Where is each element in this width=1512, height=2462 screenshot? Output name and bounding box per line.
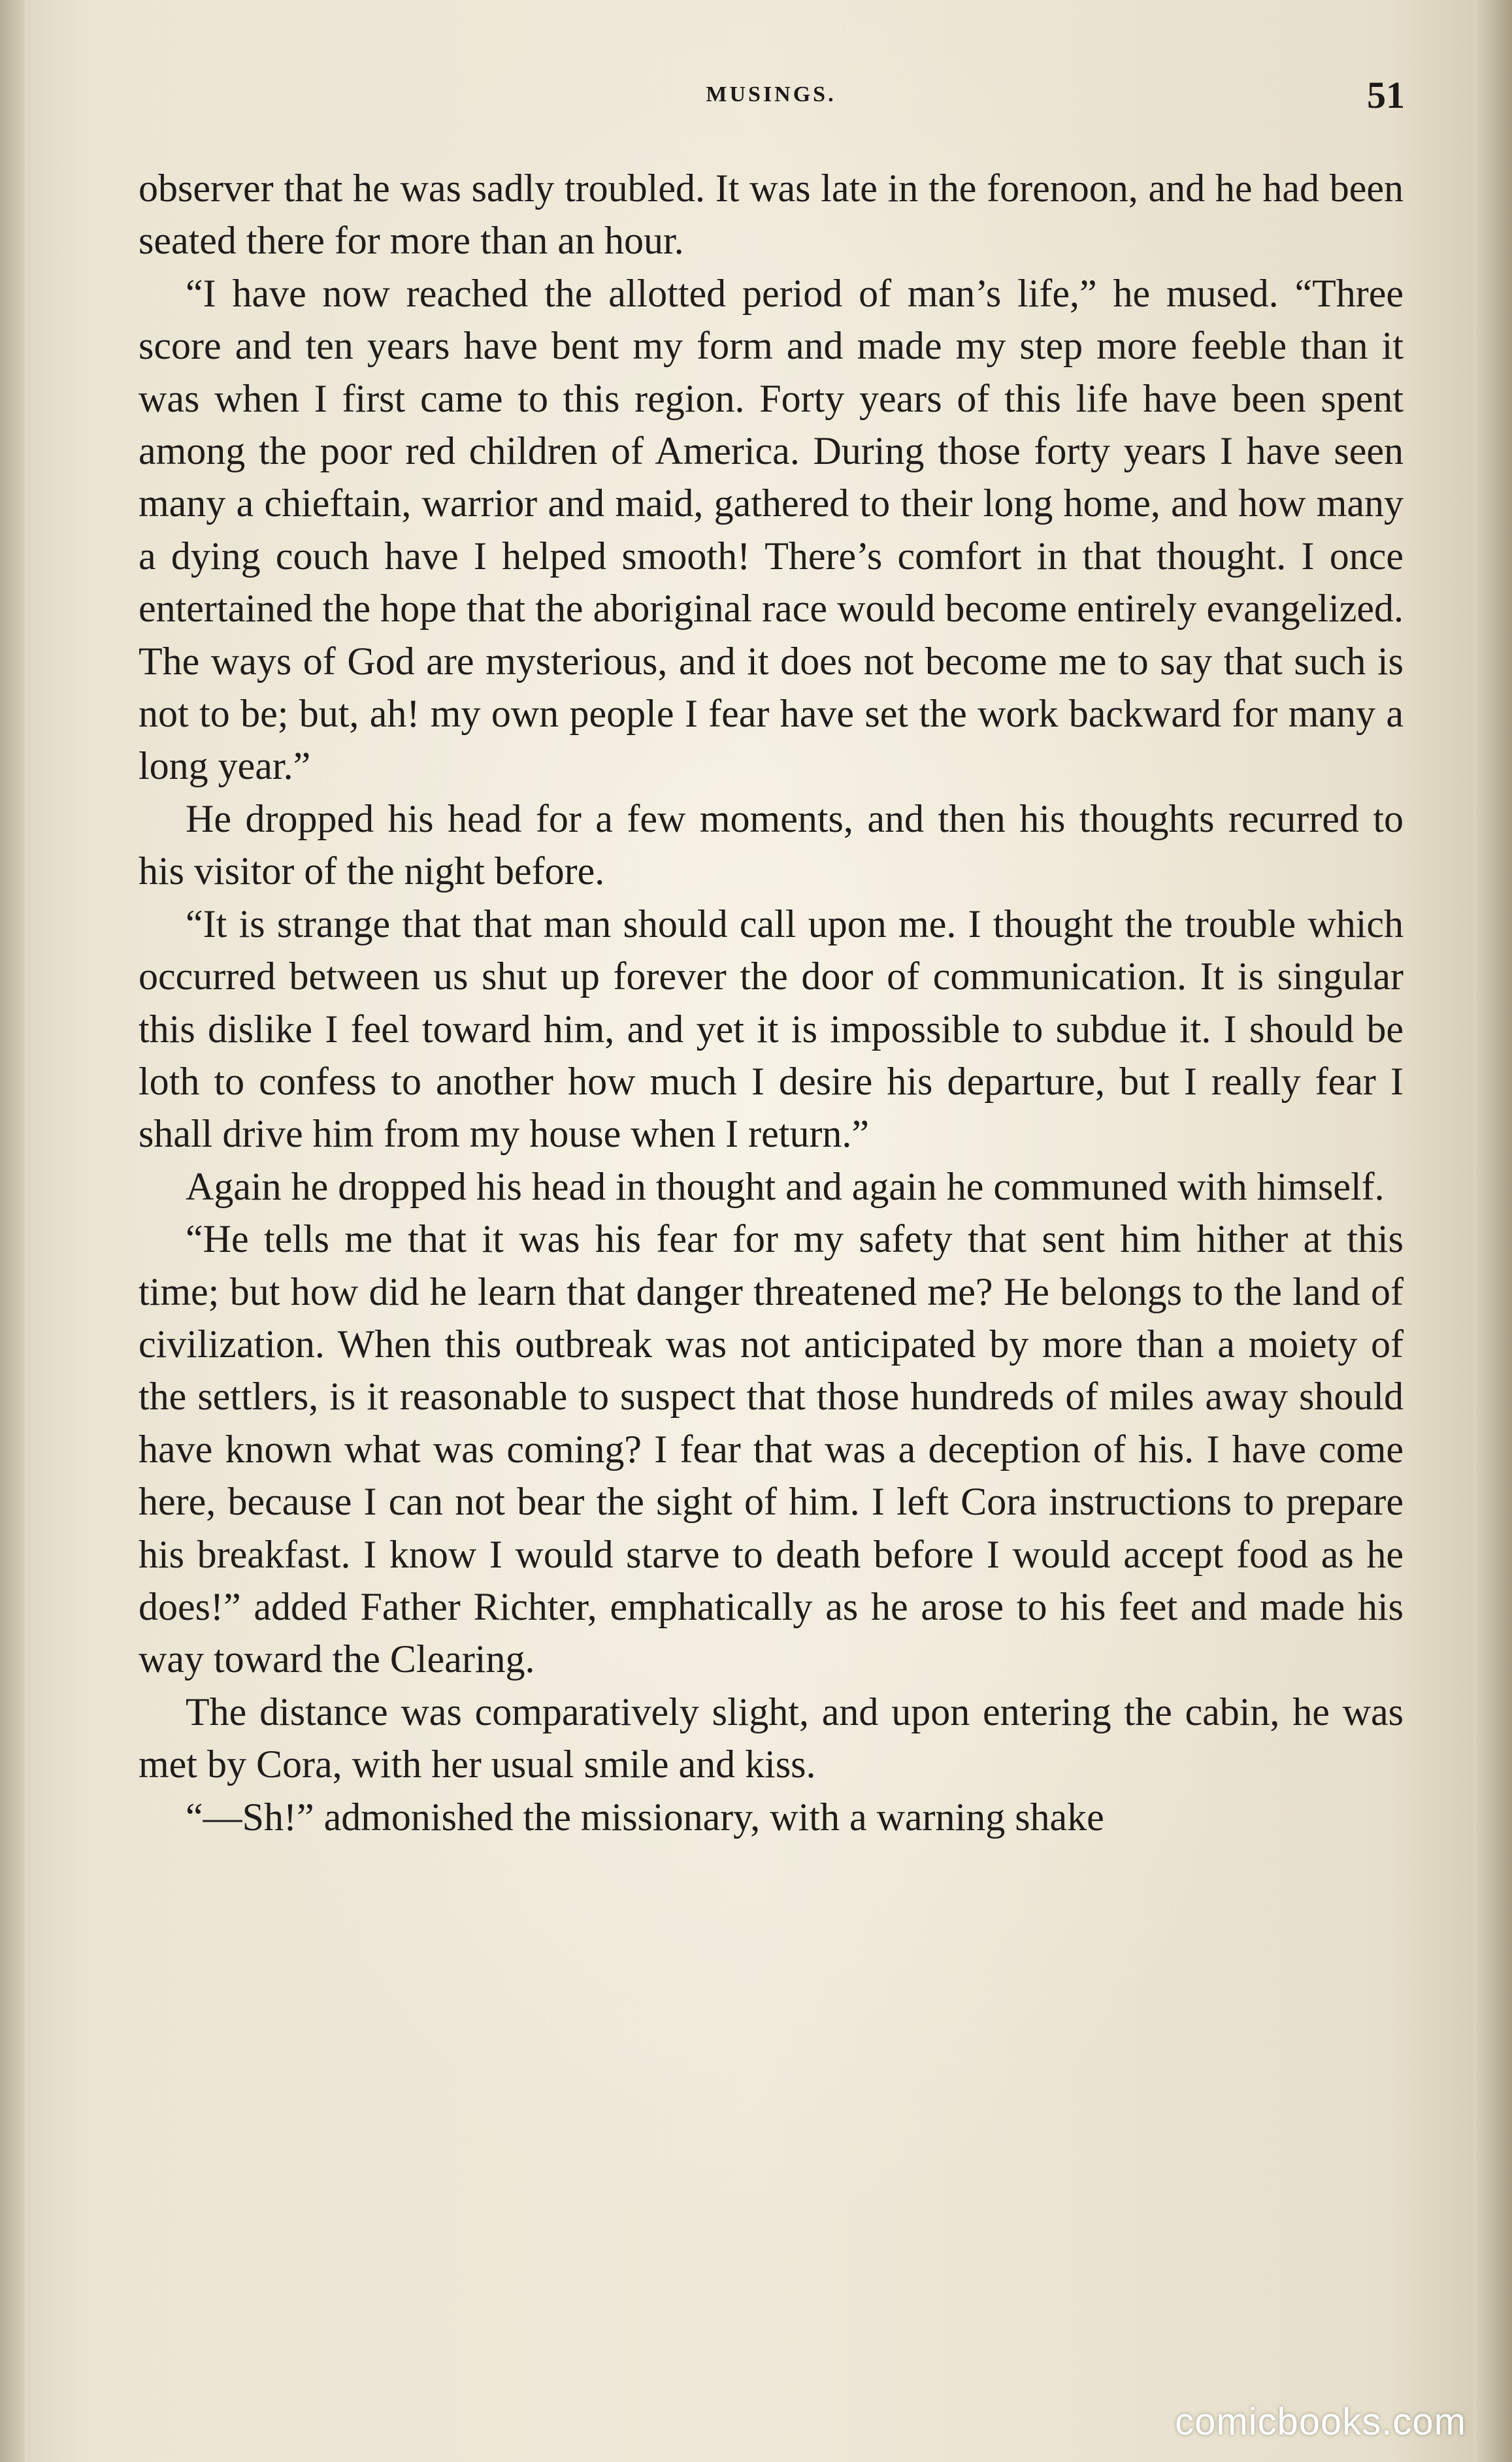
paragraph: “—Sh!” admonished the missionary, with a warning shake: [186, 1795, 1104, 1839]
paragraph: “I have now reached the allotted period of man’s life,” he mused. “Three score and ten years have bent my form and made my step more feeble than it was when I first came to this region. Forty years of this life have been spent among the poor red children of America. During those forty years I have seen many a chieftain, warrior and maid, gathered to their long home, and how many a dying couch have I helped smooth! There’s comfort in that thought. I once entertained the hope that the aboriginal race would become entirely evangelized. The ways of God are mysterious, and it does not become me to say that such is not to be; but, ah! my own people I fear have set the work backward for many a long year.”: [139, 271, 1404, 788]
paragraph: “He tells me that it was his fear for my safety that sent him hither at this time; but how did he learn that danger threatened me? He belongs to the land of civilization. When this outbreak was not anticipated by more than a moiety of the settlers, is it reasonable to suspect that those hundreds of miles away should have known what was coming? I fear that was a deception of his. I have come here, because I can not bear the sight of him. I left Cora instructions to prepare his breakfast. I know I would starve to death before I would accept food as he does!” added Father Richter, emphatically as he arose to his feet and made his way toward the Clearing.: [139, 1217, 1404, 1681]
paragraph: Again he dropped his head in thought and again he communed with himself.: [186, 1164, 1385, 1208]
paragraph: He dropped his head for a few moments, and then his thoughts recurred to his visitor of the night before.: [139, 796, 1404, 893]
watermark: comicbooks.com: [1175, 2401, 1466, 2443]
page-left-edge: [0, 0, 25, 2462]
paragraph: “It is strange that that man should call upon me. I thought the trouble which occurred between us shut up forever the door of communication. It is singular this dislike I feel toward him, and yet it is impossible to subdue it. I should be loth to confess to another how much I desire his departure, but I really fear I shall drive him from my house when I return.”: [139, 902, 1404, 1156]
body-text: [139, 162, 1404, 1843]
page-header: [137, 73, 1405, 125]
running-head: MUSINGS.: [706, 82, 836, 107]
paragraph: observer that he was sadly troubled. It was late in the forenoon, and he had been seated there for more than an hour.: [139, 167, 1404, 263]
page-right-edge: [1473, 0, 1512, 2462]
page-number: 51: [1367, 74, 1405, 116]
paragraph: The distance was comparatively slight, and upon entering the cabin, he was met by Cora, with her usual smile and kiss.: [139, 1690, 1404, 1786]
